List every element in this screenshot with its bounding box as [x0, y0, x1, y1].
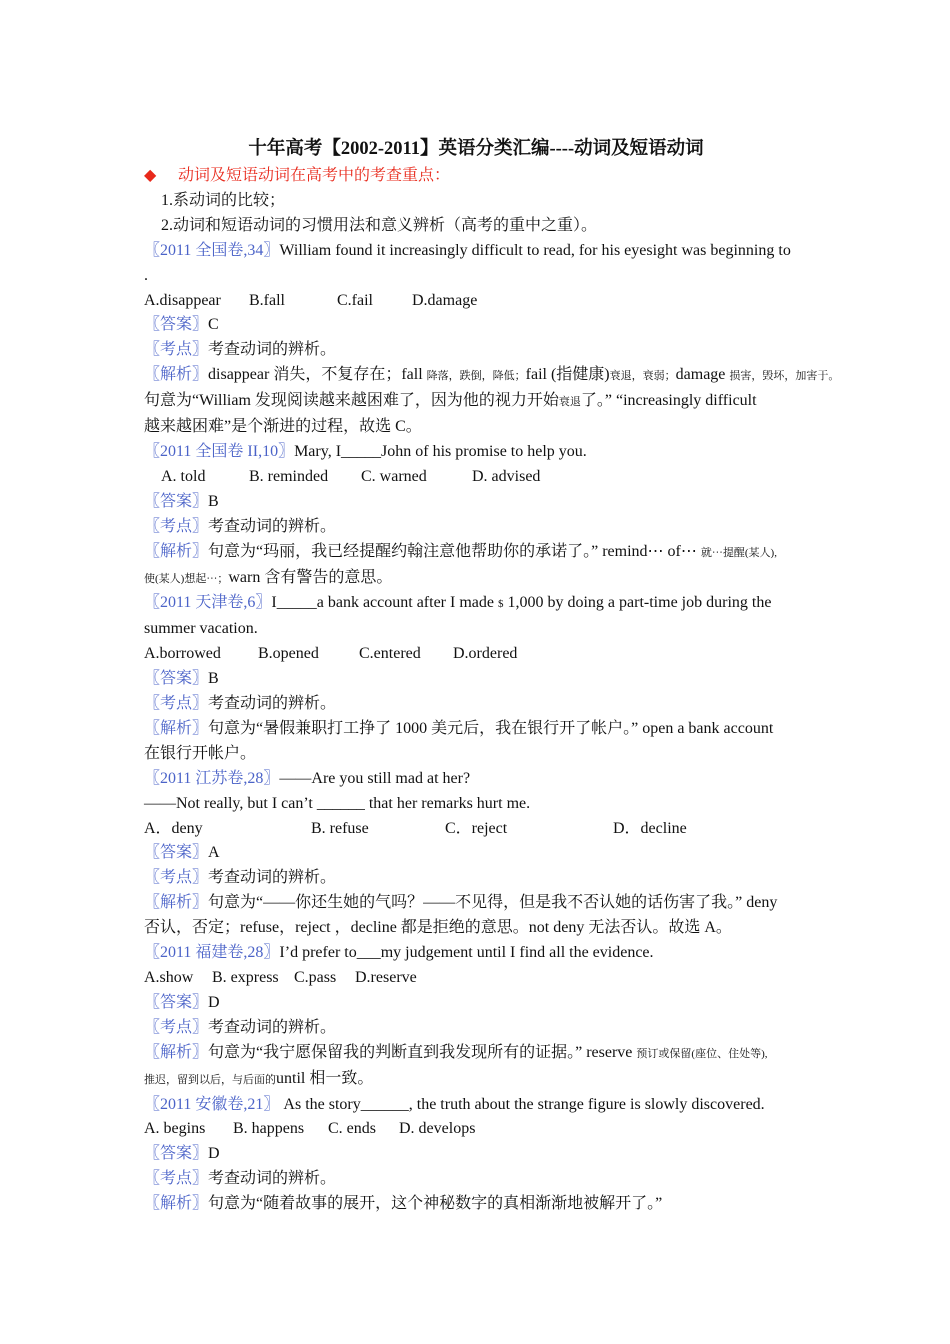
document-page [144, 134, 840, 1217]
question-5-options: A.show B. express C.pass D.reserve [144, 969, 417, 986]
focus-point-2: 2.动词和短语动词的习惯用法和意义辨析（高考的重中之重）。 [161, 216, 598, 234]
question-5-analysis: 〖解析〗句意为“我宁愿保留我的判断直到我发现所有的证据。” reserve 预订或保留(座位、住处等), [144, 1043, 768, 1061]
question-2-stem: 〖2011 全国卷 II,10〗Mary, I_____John of his promise to help you. [144, 442, 587, 460]
question-1-analysis-2: 句意为“William 发现阅读越来越困难了，因为他的视力开始衰退了。” “increasingly difficult [144, 392, 757, 410]
question-5-answer: 〖答案〗D [144, 993, 220, 1011]
question-4-analysis-2: 否认，否定；refuse，reject ，decline 都是拒绝的意思。not deny 无法否认。故选 A。 [144, 919, 732, 937]
question-1-stem: 〖2011 全国卷,34〗William found it increasingly difficult to read, for his eyesight was beginning to [144, 241, 791, 259]
question-1-stem-cont: . [144, 266, 148, 284]
question-2-analysis-2: 使(某人)想起⋯；warn 含有警告的意思。 [144, 568, 393, 586]
question-3-point: 〖考点〗考查动词的辨析。 [144, 695, 337, 713]
question-1-options: A.disappear B.fall C.fail D.damage [144, 291, 478, 309]
question-4-analysis: 〖解析〗句意为“——你还生她的气吗？——不见得，但是我不否认她的话伤害了我。” deny [144, 894, 778, 912]
question-4-stem: 〖2011 江苏卷,28〗——Are you still mad at her? [144, 769, 471, 787]
diamond-bullet-icon: ◆ [144, 167, 157, 184]
question-3-stem: 〖2011 天津卷,6〗I_____a bank account after I made $ 1,000 by doing a part-time job during the [144, 594, 772, 612]
question-3-stem-cont: summer vacation. [144, 620, 258, 638]
question-5-stem: 〖2011 福建卷,28〗I’d prefer to___my judgement until I find all the evidence. [144, 944, 654, 962]
question-1-answer: 〖答案〗C [144, 316, 219, 334]
question-3-answer: 〖答案〗B [144, 670, 219, 688]
question-5-point: 〖考点〗考查动词的辨析。 [144, 1018, 337, 1036]
question-1-analysis: 〖解析〗disappear 消失，不复存在；fall 降落，跌倒，降低；fail (指健康)衰退，衰弱；damage 损害，毁坏，加害于。 [144, 366, 840, 384]
question-6-answer: 〖答案〗D [144, 1145, 220, 1163]
question-6-analysis: 〖解析〗句意为“随着故事的展开，这个神秘数字的真相渐渐地被解开了。” [144, 1195, 663, 1213]
question-4-answer: 〖答案〗A [144, 844, 220, 862]
question-4-point: 〖考点〗考查动词的辨析。 [144, 869, 337, 887]
question-2-options: A. told B. reminded C. warned D. advised [161, 467, 541, 485]
question-1-analysis-3: 越来越困难”是个渐进的过程，故选 C。 [144, 418, 422, 436]
question-4-options: A．deny B. refuse C．reject D．decline [144, 819, 687, 837]
question-2-analysis: 〖解析〗句意为“玛丽，我已经提醒约翰注意他帮助你的承诺了。” remind⋯ of⋯ 就⋯提醒(某人), [144, 542, 777, 560]
question-6-point: 〖考点〗考查动词的辨析。 [144, 1170, 337, 1188]
question-4-stem-2: ——Not really, but I can’t ______ that her remarks hurt me. [144, 794, 531, 812]
focus-heading: ◆ 动词及短语动词在高考中的考查重点： [144, 164, 808, 189]
question-6-options: A. begins B. happens C. ends D. develops [144, 1120, 476, 1138]
question-6-stem: 〖2011 安徽卷,21〗 As the story______, the truth about the strange figure is slowly discovered. [144, 1095, 765, 1113]
question-3-analysis-2: 在银行开帐户。 [144, 744, 257, 762]
question-3-options: A.borrowed B.opened C.entered D.ordered [144, 645, 518, 663]
question-3-analysis: 〖解析〗句意为“暑假兼职打工挣了 1000 美元后，我在银行开了帐户。” open a bank account [144, 719, 774, 737]
question-2-answer: 〖答案〗B [144, 492, 219, 510]
question-2-point: 〖考点〗考查动词的辨析。 [144, 517, 337, 535]
question-5-analysis-2: 推迟，留到以后，与后面的until 相一致。 [144, 1069, 374, 1087]
question-1-point: 〖考点〗考查动词的辨析。 [144, 341, 337, 359]
page-title: 十年高考【2002-2011】英语分类汇编----动词及短语动词 [248, 139, 704, 159]
dollar-sign: $ [497, 598, 504, 611]
focus-point-1: 1.系动词的比较； [161, 191, 286, 209]
